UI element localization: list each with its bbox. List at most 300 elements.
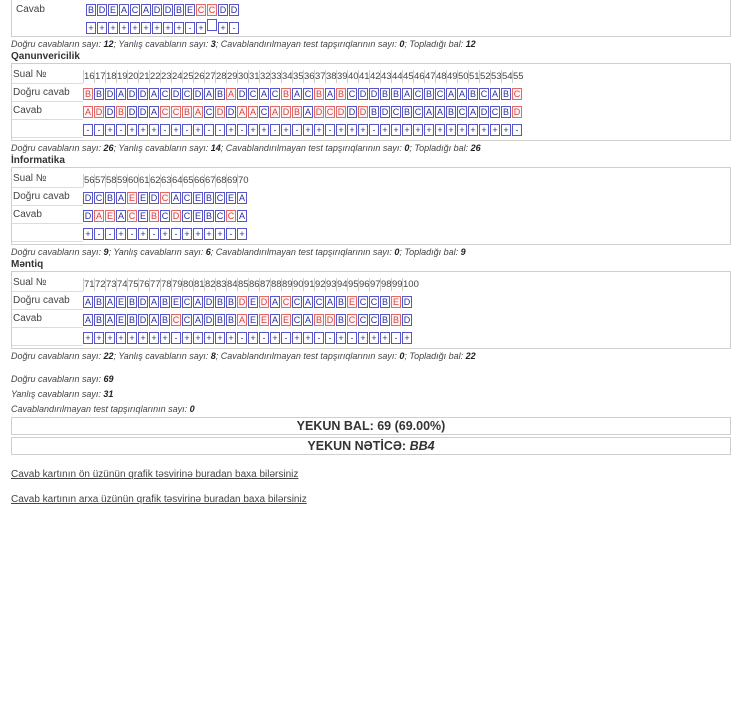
question-number: 40	[348, 71, 359, 82]
correct-answer-cell: D	[194, 89, 202, 99]
question-number: 93	[326, 279, 337, 290]
mark-cell: +	[83, 228, 93, 240]
answer-cell: C	[183, 315, 191, 325]
question-number: 71	[84, 279, 95, 290]
question-number: 57	[95, 175, 106, 186]
question-number: 96	[359, 279, 370, 290]
mark-cell: +	[435, 124, 445, 136]
question-number: 82	[205, 279, 216, 290]
correct-answer-cell: A	[194, 297, 201, 307]
answer-cell: D	[381, 107, 389, 117]
mark-cell: -	[94, 124, 104, 136]
correct-answer-cell: C	[183, 297, 191, 307]
mark-cell: +	[479, 124, 489, 136]
correct-answer-cell: A	[403, 89, 410, 99]
answer-cell: B	[205, 211, 212, 221]
correct-answer-cell: A	[205, 89, 212, 99]
mark-cell: +	[149, 332, 159, 344]
answer-cell: A	[238, 315, 245, 325]
correct-answer-cell: A	[447, 89, 454, 99]
question-number: 25	[183, 71, 194, 82]
section-box-top	[11, 0, 731, 37]
question-number: 51	[469, 71, 480, 82]
mark-cell: -	[229, 22, 239, 34]
correct-answer-cell: A	[260, 89, 267, 99]
answer-cell: C	[359, 315, 367, 325]
answer-cell: B	[381, 315, 388, 325]
mark-cell: +	[138, 124, 148, 136]
answer-cell: C	[370, 315, 378, 325]
answer-cell: B	[227, 315, 234, 325]
mark-cell: +	[314, 124, 324, 136]
correct-answer-cell: B	[216, 297, 223, 307]
mark-cell: +	[402, 124, 412, 136]
correct-answer-cell: E	[249, 297, 256, 307]
row-label-cavab: Cavab	[12, 206, 83, 224]
answer-cell: C	[208, 5, 216, 15]
question-number: 89	[282, 279, 293, 290]
cells	[83, 224, 248, 242]
mark-cell: -	[325, 124, 335, 136]
mark-cell: +	[336, 332, 346, 344]
correct-answer-cell: C	[370, 297, 378, 307]
question-number: 69	[227, 175, 238, 186]
correct-answer-cell: A	[271, 297, 278, 307]
mark-cell: +	[138, 228, 148, 240]
mark-cells	[86, 18, 240, 36]
mark-cell: -	[314, 332, 324, 344]
answer-cell: C	[197, 5, 205, 15]
answer-table	[12, 274, 419, 346]
correct-answer-cell: B	[84, 89, 91, 99]
correct-answer-cell: A	[491, 89, 498, 99]
mark-cell: -	[369, 124, 379, 136]
correct-answer-cell: D	[370, 89, 378, 99]
correct-answer-cell: B	[315, 89, 322, 99]
answer-cell: C	[183, 211, 191, 221]
mark-cell: +	[94, 332, 104, 344]
question-number: 95	[348, 279, 359, 290]
correct-answer-cell: A	[117, 89, 124, 99]
answer-cell: A	[304, 315, 311, 325]
mark-cell: +	[160, 332, 170, 344]
question-number: 18	[106, 71, 117, 82]
answer-cell: E	[186, 5, 193, 15]
correct-answer-cell: C	[216, 193, 224, 203]
mark-cell: +	[270, 332, 280, 344]
answer-cell: A	[120, 5, 127, 15]
mark-cell: -	[270, 124, 280, 136]
correct-answer-cell: B	[205, 193, 212, 203]
question-number: 45	[403, 71, 414, 82]
answer-cell: C	[205, 107, 213, 117]
question-number: 70	[238, 175, 249, 186]
question-number: 24	[172, 71, 183, 82]
correct-answer-cell: E	[128, 193, 135, 203]
mark-cell: -	[281, 332, 291, 344]
front-card-link[interactable]: Cavab kartının ön üzünün qrafik təsvirinə buradan baxa bilərsiniz	[11, 469, 299, 480]
correct-answer-cell: A	[326, 89, 333, 99]
question-number: 54	[502, 71, 513, 82]
mark-cell: +	[193, 124, 203, 136]
question-number: 17	[95, 71, 106, 82]
answer-cell: A	[249, 107, 256, 117]
mark-cell: +	[259, 124, 269, 136]
correct-answer-cell: C	[359, 297, 367, 307]
answer-cell: A	[238, 107, 245, 117]
correct-answer-cell: B	[161, 297, 168, 307]
answer-cell: D	[348, 107, 356, 117]
mark-cell: +	[248, 332, 258, 344]
total-unanswered: Cavablandırılmayan test tapşırıqlarının sayı: 0	[11, 404, 195, 414]
correct-answer-cell: D	[260, 297, 268, 307]
section-box	[11, 271, 731, 349]
correct-answer-cell: C	[293, 297, 301, 307]
answer-cell: C	[392, 107, 400, 117]
correct-answer-cell: A	[304, 297, 311, 307]
answer-cell: B	[95, 315, 102, 325]
mark-cell: -	[391, 332, 401, 344]
mark-cell: -	[116, 124, 126, 136]
correct-answer-cell: B	[216, 89, 223, 99]
question-number: 58	[106, 175, 117, 186]
correct-answer-cell: B	[337, 297, 344, 307]
correct-answer-cell: D	[139, 89, 147, 99]
mark-cell: -	[237, 124, 247, 136]
answer-cell: D	[513, 107, 521, 117]
mark-cell: +	[86, 22, 96, 34]
question-number: 26	[194, 71, 205, 82]
correct-answer-cell: A	[150, 89, 157, 99]
mark-cell: -	[182, 124, 192, 136]
question-number: 98	[381, 279, 392, 290]
row-label-sual: Sual №	[12, 66, 83, 84]
mark-cell: -	[94, 228, 104, 240]
question-number: 30	[238, 71, 249, 82]
answer-cell: E	[282, 315, 289, 325]
answer-cell: A	[425, 107, 432, 117]
row-label-marks	[12, 224, 83, 242]
answer-cell: B	[293, 107, 300, 117]
question-number: 28	[216, 71, 227, 82]
mark-cell: +	[303, 332, 313, 344]
cells	[83, 274, 419, 292]
answer-cell: E	[117, 315, 124, 325]
mark-cell: +	[424, 124, 434, 136]
mark-cell: -	[185, 22, 195, 34]
answer-cell: C	[172, 315, 180, 325]
correct-answer-cell: B	[381, 89, 388, 99]
question-number: 36	[304, 71, 315, 82]
question-number: 88	[271, 279, 282, 290]
answer-cell: D	[128, 107, 136, 117]
question-number: 78	[161, 279, 172, 290]
mark-cell: +	[108, 22, 118, 34]
answer-cell: C	[216, 211, 224, 221]
mark-cell: +	[160, 228, 170, 240]
answer-cell: D	[219, 5, 227, 15]
answer-cell: D	[326, 315, 334, 325]
answer-cell: D	[480, 107, 488, 117]
answer-cell: D	[337, 107, 345, 117]
correct-answer-cell: D	[238, 297, 246, 307]
mark-cell: -	[83, 124, 93, 136]
row-label-dogru: Doğru cavab	[12, 292, 83, 310]
mark-cell: +	[127, 332, 137, 344]
answer-cell: B	[315, 315, 322, 325]
answer-cell: B	[502, 107, 509, 117]
answer-cell: C	[172, 107, 180, 117]
question-number: 47	[425, 71, 436, 82]
correct-answer-cell: E	[227, 193, 234, 203]
answer-cell: A	[95, 211, 102, 221]
answer-cell: D	[98, 5, 106, 15]
question-number: 61	[139, 175, 150, 186]
cells	[83, 66, 523, 84]
mark-cell: +	[380, 124, 390, 136]
answer-cell: D	[230, 5, 238, 15]
correct-answer-cell: C	[161, 193, 169, 203]
question-number: 100	[403, 279, 419, 290]
question-number: 68	[216, 175, 227, 186]
section-summary: Doğru cavabların sayı: 26; Yanlış cavabların sayı: 14; Cavablandırılmayan test tapşırıqlarının sayı: 0; Topladığı bal: 26	[11, 143, 481, 153]
mark-cell: +	[163, 22, 173, 34]
answer-cell: B	[87, 5, 94, 15]
mark-cell: +	[248, 124, 258, 136]
question-number: 79	[172, 279, 183, 290]
mark-cell: +	[358, 124, 368, 136]
cells	[83, 328, 413, 346]
mark-cell: -	[215, 124, 225, 136]
cells	[83, 310, 413, 328]
correct-answer-cell: B	[381, 297, 388, 307]
row-label-cavab: Cavab	[12, 102, 83, 120]
mark-cell: -	[105, 228, 115, 240]
question-number: 91	[304, 279, 315, 290]
mark-cell: +	[468, 124, 478, 136]
row-label-dogru: Doğru cavab	[12, 84, 83, 102]
row-label-sual: Sual №	[12, 170, 83, 188]
answer-cell: A	[304, 107, 311, 117]
cells	[83, 292, 413, 310]
answer-table	[15, 0, 240, 36]
answer-cell: B	[128, 315, 135, 325]
answer-cell: A	[469, 107, 476, 117]
answer-cell: C	[458, 107, 466, 117]
answer-cell: A	[194, 107, 201, 117]
mark-cell: +	[182, 332, 192, 344]
correct-answer-cell: D	[172, 89, 180, 99]
answer-table	[12, 170, 248, 242]
row-label-cavab: Cavab	[16, 3, 45, 15]
question-number: 85	[238, 279, 249, 290]
mark-cell: +	[369, 332, 379, 344]
answer-cell: D	[153, 5, 161, 15]
answer-cell: B	[117, 107, 124, 117]
question-number: 35	[293, 71, 304, 82]
mark-cell: +	[457, 124, 467, 136]
question-number: 73	[106, 279, 117, 290]
answer-cell: E	[249, 315, 256, 325]
question-number: 43	[381, 71, 392, 82]
results-page	[11, 0, 731, 505]
mark-cell: +	[119, 22, 129, 34]
answer-cell: B	[392, 315, 399, 325]
mark-cell: +	[336, 124, 346, 136]
answer-cell: C	[161, 107, 169, 117]
mark-cell: +	[152, 22, 162, 34]
answer-cell: D	[84, 211, 92, 221]
correct-answer-cell: B	[95, 89, 102, 99]
correct-answer-cell: C	[95, 193, 103, 203]
mark-cell: +	[413, 124, 423, 136]
answer-cell: D	[403, 315, 411, 325]
question-number: 46	[414, 71, 425, 82]
correct-answer-cell: D	[150, 193, 158, 203]
mark-cell: +	[501, 124, 511, 136]
mark-cell: -	[171, 228, 181, 240]
section-box	[11, 167, 731, 245]
correct-answer-cell: C	[304, 89, 312, 99]
question-number: 31	[249, 71, 260, 82]
question-number: 97	[370, 279, 381, 290]
correct-answer-cell: D	[238, 89, 246, 99]
question-number: 74	[117, 279, 128, 290]
mark-cell: -	[160, 124, 170, 136]
correct-answer-cell: C	[414, 89, 422, 99]
answer-cell: B	[175, 5, 182, 15]
correct-answer-cell: B	[469, 89, 476, 99]
answer-cell: D	[359, 107, 367, 117]
correct-answer-cell: D	[205, 297, 213, 307]
answer-cell: B	[216, 315, 223, 325]
question-number: 16	[84, 71, 95, 82]
question-number: 29	[227, 71, 238, 82]
question-number: 90	[293, 279, 304, 290]
cells	[83, 102, 523, 120]
answer-cell: D	[106, 107, 114, 117]
correct-answer-cell: C	[282, 297, 290, 307]
mark-cell: -	[149, 228, 159, 240]
section-title: İnformatika	[11, 155, 65, 166]
question-number: 53	[491, 71, 502, 82]
answer-cell: A	[106, 315, 113, 325]
answer-cell: B	[337, 315, 344, 325]
answer-cell: C	[491, 107, 499, 117]
mark-cell: +	[171, 124, 181, 136]
question-number: 27	[205, 71, 216, 82]
question-number: 22	[150, 71, 161, 82]
mark-cell: +	[358, 332, 368, 344]
question-number: 86	[249, 279, 260, 290]
mark-cell: +	[174, 22, 184, 34]
mark-cell: +	[138, 332, 148, 344]
row-label-cavab: Cavab	[12, 310, 83, 328]
answer-cell: C	[348, 315, 356, 325]
answer-cell: C	[227, 211, 235, 221]
answer-cell: A	[150, 315, 157, 325]
correct-answer-cell: D	[359, 89, 367, 99]
mark-cell: +	[127, 124, 137, 136]
answer-cell: E	[106, 211, 113, 221]
correct-answer-cell: C	[249, 89, 257, 99]
mark-cell: +	[105, 124, 115, 136]
correct-answer-cell: B	[227, 297, 234, 307]
correct-answer-cell: C	[183, 89, 191, 99]
correct-answer-cell: C	[161, 89, 169, 99]
mark-cell: +	[391, 124, 401, 136]
question-number: 72	[95, 279, 106, 290]
question-number: 80	[183, 279, 194, 290]
mark-cell: +	[218, 22, 228, 34]
correct-answer-cell: D	[106, 89, 114, 99]
answer-cell: E	[194, 211, 201, 221]
mark-cell	[207, 19, 217, 31]
answer-cell: C	[326, 107, 334, 117]
row-label-marks	[12, 328, 83, 346]
answer-cell: D	[172, 211, 180, 221]
correct-answer-cell: C	[513, 89, 521, 99]
row-label-marks	[12, 120, 83, 138]
correct-answer-cell: A	[238, 193, 245, 203]
back-card-link[interactable]: Cavab kartının arxa üzünün qrafik təsvirinə buradan baxa bilərsiniz	[11, 494, 307, 505]
cells	[83, 170, 248, 188]
mark-cell: -	[226, 228, 236, 240]
correct-answer-cell: A	[293, 89, 300, 99]
cells	[83, 206, 248, 224]
answer-cell: A	[238, 211, 245, 221]
correct-answer-cell: E	[194, 193, 201, 203]
correct-answer-cell: A	[227, 89, 234, 99]
question-number: 64	[172, 175, 183, 186]
mark-cell: +	[490, 124, 500, 136]
question-number: 84	[227, 279, 238, 290]
question-number: 67	[205, 175, 216, 186]
correct-answer-cell: E	[392, 297, 399, 307]
question-number: 87	[260, 279, 271, 290]
answer-table	[12, 66, 523, 138]
answer-cell: C	[128, 211, 136, 221]
question-number: 49	[447, 71, 458, 82]
question-number: 20	[128, 71, 139, 82]
answer-cell: D	[139, 107, 147, 117]
answer-cell: A	[436, 107, 443, 117]
correct-answer-cell: B	[337, 89, 344, 99]
correct-answer-cell: A	[172, 193, 179, 203]
question-number: 99	[392, 279, 403, 290]
answer-cell: C	[260, 107, 268, 117]
mark-cell: +	[402, 332, 412, 344]
question-number: 56	[84, 175, 95, 186]
question-number: 63	[161, 175, 172, 186]
answer-cell: E	[260, 315, 267, 325]
subject-sections	[11, 50, 731, 362]
final-score: YEKUN BAL: 69 (69.00%)	[11, 417, 731, 435]
question-number: 34	[282, 71, 293, 82]
answer-cell: A	[150, 107, 157, 117]
correct-answer-cell: B	[106, 193, 113, 203]
total-wrong: Yanlış cavabların sayı: 31	[11, 389, 114, 399]
correct-answer-cell: B	[392, 89, 399, 99]
mark-cell: +	[237, 228, 247, 240]
question-number: 50	[458, 71, 469, 82]
question-number: 66	[194, 175, 205, 186]
mark-cell: +	[281, 124, 291, 136]
correct-answer-cell: C	[183, 193, 191, 203]
correct-answer-cell: D	[139, 297, 147, 307]
answer-cell: A	[84, 315, 91, 325]
answer-cell: B	[183, 107, 190, 117]
